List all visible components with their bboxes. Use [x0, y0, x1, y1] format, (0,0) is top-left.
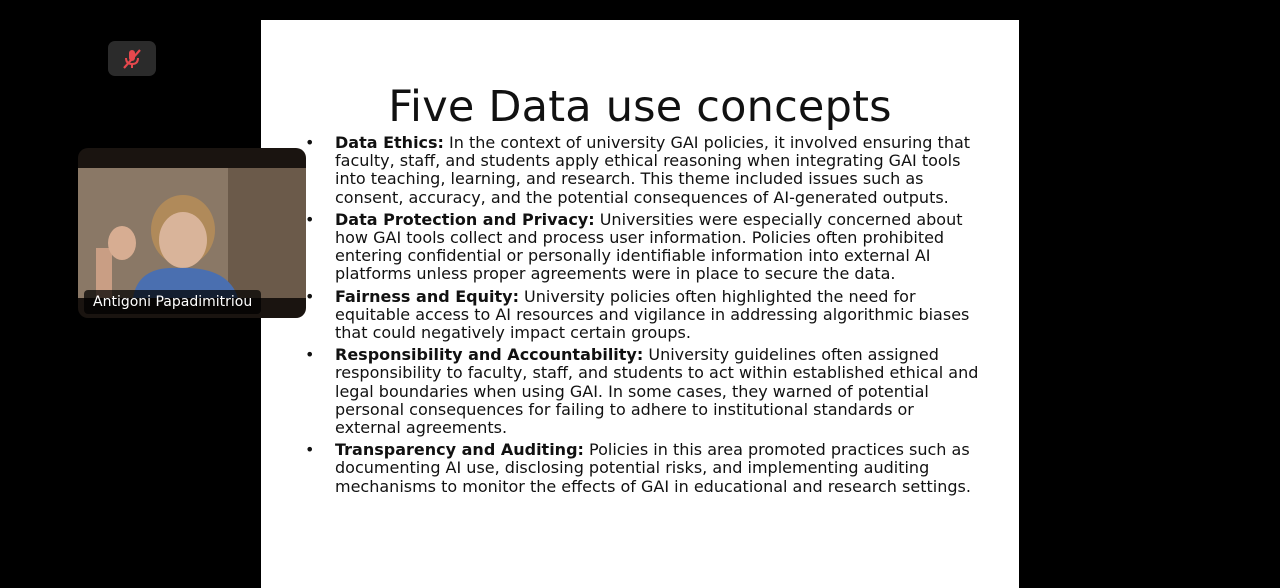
slide-title: Five Data use concepts: [388, 82, 892, 132]
bullet-text: Universities were especially concerned about how GAI tools collect and process user information. Policies often prohibited entering confidential or personally identifiable information into external AI platforms unless proper agreements were in place to secure the data.: [335, 209, 963, 284]
presentation-slide: [261, 20, 1019, 588]
bullet-term: Fairness and Equity:: [335, 286, 519, 306]
bullet-term: Data Protection and Privacy:: [335, 209, 595, 229]
bullet-item: [303, 211, 983, 284]
bullet-item: [303, 288, 983, 343]
bullet-term: Data Ethics:: [335, 133, 444, 152]
bullet-item: [303, 346, 983, 437]
bullet-item: [303, 134, 983, 207]
bullet-term: Transparency and Auditing:: [335, 440, 584, 460]
bullet-text: University guidelines often assigned responsibility to faculty, staff, and students to act within established ethical and legal boundaries when using GAI. In some cases, they warned of potential personal consequences for failing to adhere to institutional standards or external agreements.: [335, 345, 979, 438]
participant-video: [78, 168, 306, 298]
mic-muted-icon: [119, 47, 145, 71]
bullet-term: Responsibility and Accountability:: [335, 345, 644, 365]
participant-silhouette: [78, 168, 306, 298]
bullet-item: [303, 441, 983, 496]
bullet-text: In the context of university GAI policies, it involved ensuring that faculty, staff, and students apply ethical reasoning when integrating GAI tools into teaching, learning, and research. This theme included issues such as consent, accuracy, and the potential consequences of AI-generated outputs.: [335, 133, 971, 207]
participant-name-label: Antigoni Papadimitriou: [84, 290, 261, 314]
bullet-list: [303, 134, 983, 500]
mute-button[interactable]: [108, 41, 156, 76]
participant-video-tile[interactable]: [78, 148, 306, 318]
bullet-text: University policies often highlighted the need for equitable access to AI resources and vigilance in addressing algorithmic biases that could negatively impact certain groups.: [335, 286, 970, 343]
bullet-text: Policies in this area promoted practices such as documenting AI use, disclosing potential risks, and implementing auditing mechanisms to monitor the effects of GAI in educational and research settings.: [335, 440, 971, 496]
